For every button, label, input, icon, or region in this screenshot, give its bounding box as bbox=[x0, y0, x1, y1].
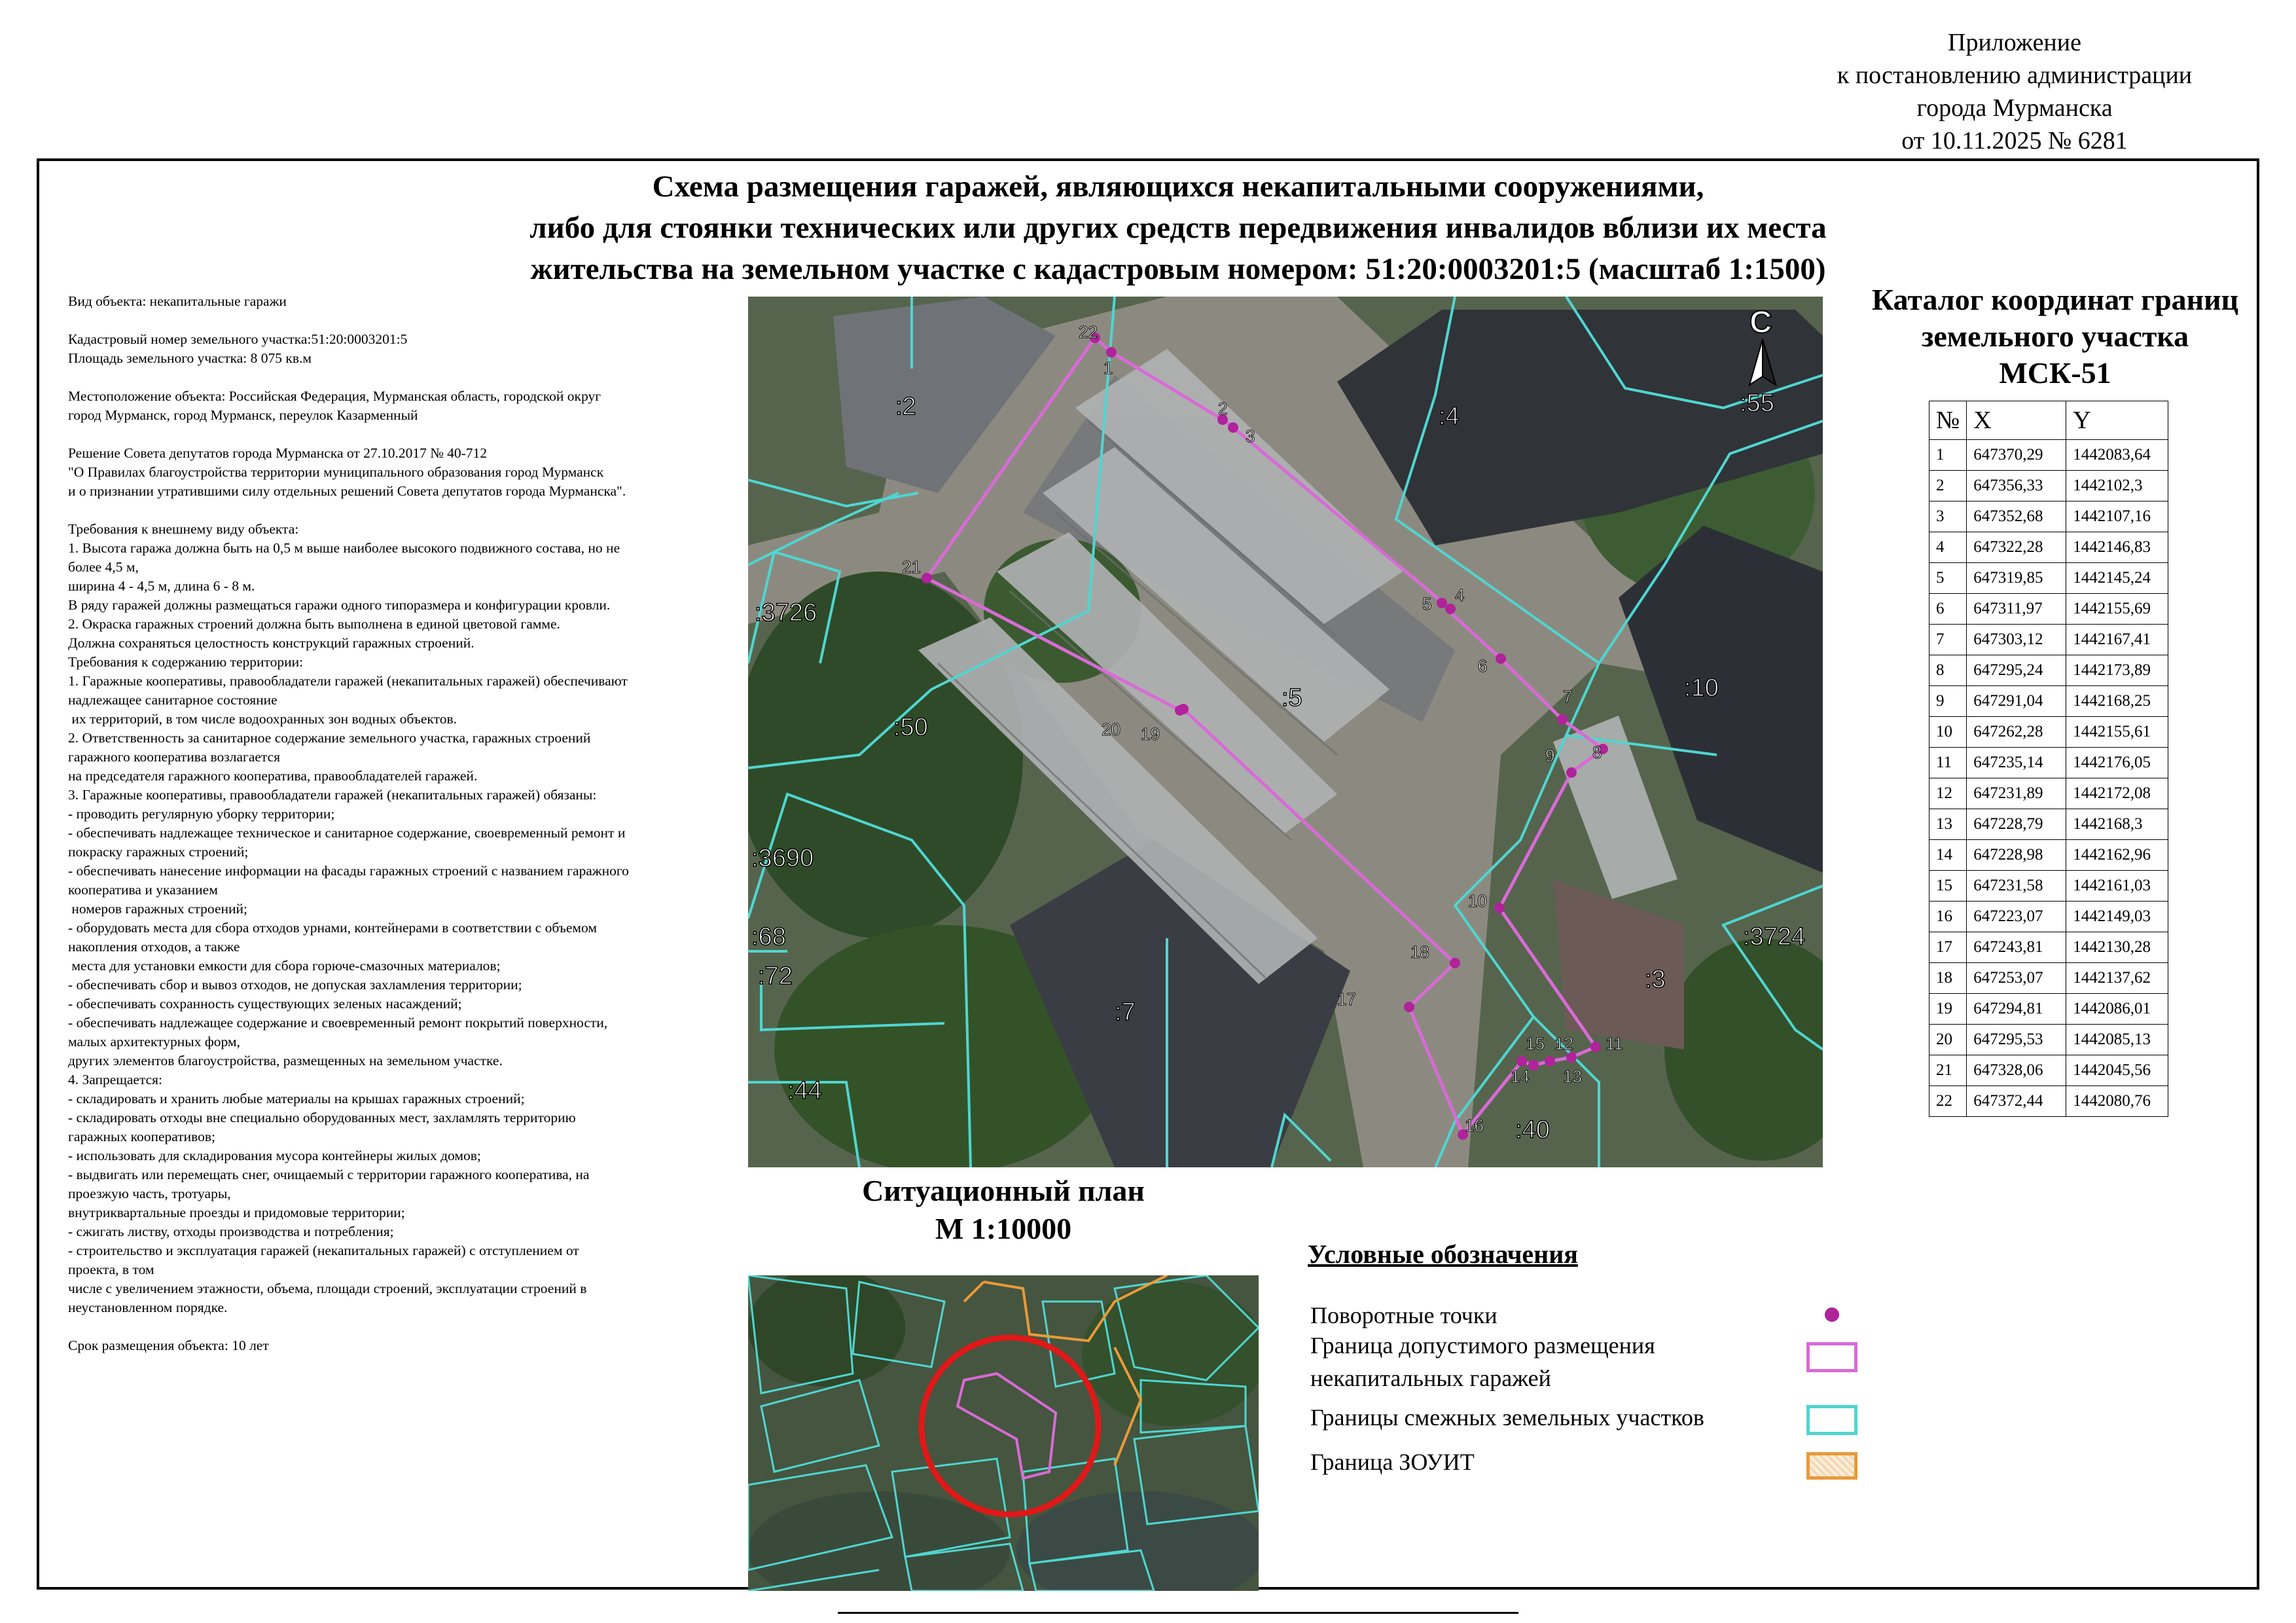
description-line: город Мурманск, город Мурманск, переулок Казарменный bbox=[68, 407, 418, 423]
appendix-line-2: к постановлению администрации bbox=[1837, 62, 2193, 89]
description-line: - обеспечивать надлежащее содержание и своевременный ремонт покрытий поверхности, bbox=[68, 1015, 608, 1030]
x-coordinate-cell: 647231,58 bbox=[1967, 871, 2066, 902]
point-label-12: 12 bbox=[1554, 1034, 1573, 1053]
description-line: "О Правилах благоустройства территории муниципального образования город Мурманск bbox=[68, 464, 604, 480]
y-coordinate-cell: 1442137,62 bbox=[2066, 963, 2168, 994]
table-row bbox=[1929, 871, 2168, 902]
point-number-cell: 21 bbox=[1929, 1055, 1967, 1086]
description-line bbox=[68, 368, 729, 387]
description-line: 1. Высота гаража должна быть на 0,5 м выше наиболее высокого подвижного состава, но не bbox=[68, 540, 620, 556]
coordinates-body bbox=[1929, 440, 2168, 1117]
description-line: Требования к внешнему виду объекта: bbox=[68, 521, 299, 537]
y-coordinate-cell: 1442045,56 bbox=[2066, 1055, 2168, 1086]
point-label-6: 6 bbox=[1478, 656, 1488, 676]
parcel-label-50: :50 bbox=[893, 714, 928, 741]
situational-plan-title bbox=[748, 1172, 1259, 1248]
x-coordinate-cell: 647295,53 bbox=[1967, 1025, 2066, 1055]
point-number-cell: 4 bbox=[1929, 532, 1967, 563]
description-line: ширина 4 - 4,5 м, длина 6 - 8 м. bbox=[68, 578, 255, 594]
point-label-21: 21 bbox=[902, 557, 921, 577]
description-line: - обеспечивать нанесение информации на фасады гаражных строений с названием гаражного bbox=[68, 863, 629, 879]
description-line: В ряду гаражей должны размещаться гаражи одного типоразмера и конфигурации кровли. bbox=[68, 597, 611, 613]
point-number-cell: 1 bbox=[1929, 440, 1967, 471]
point-number-cell: 16 bbox=[1929, 902, 1967, 932]
point-label-9: 9 bbox=[1545, 746, 1555, 765]
description-line: Должна сохраняться целостность конструкций гаражных строений. bbox=[68, 635, 475, 651]
description-line: более 4,5 м, bbox=[68, 559, 139, 575]
point-number-cell: 12 bbox=[1929, 778, 1967, 809]
appendix-header bbox=[1785, 26, 2244, 157]
parcel-label-2: :2 bbox=[895, 393, 916, 420]
zouit-boundary-symbol-icon bbox=[1806, 1452, 1857, 1480]
point-label-5: 5 bbox=[1422, 594, 1432, 613]
document-title bbox=[367, 166, 1990, 290]
table-row bbox=[1929, 840, 2168, 871]
description-line bbox=[68, 501, 729, 520]
table-row bbox=[1929, 902, 2168, 932]
title-line-3: жительства на земельном участке с кадастровым номером: 51:20:0003201:5 (масштаб 1:1500) bbox=[530, 252, 1826, 286]
point-number-cell: 20 bbox=[1929, 1025, 1967, 1055]
description-line: 3. Гаражные кооперативы, правообладатели гаражей (некапитальных гаражей) обязаны: bbox=[68, 787, 597, 803]
description-line: - проводить регулярную уборку территории; bbox=[68, 806, 335, 822]
y-coordinate-cell: 1442161,03 bbox=[2066, 871, 2168, 902]
point-number-cell: 13 bbox=[1929, 809, 1967, 840]
x-coordinate-cell: 647291,04 bbox=[1967, 686, 2066, 717]
appendix-line-4: от 10.11.2025 № 6281 bbox=[1901, 127, 2128, 155]
description-line: Срок размещения объекта: 10 лет bbox=[68, 1338, 269, 1353]
situational-title-line-1: Ситуационный план bbox=[862, 1174, 1145, 1207]
description-line: 1. Гаражные кооперативы, правообладатели гаражей (некапитальных гаражей) обеспечивают bbox=[68, 673, 628, 689]
legend-zouit-label: Граница ЗОУИТ bbox=[1310, 1449, 1475, 1475]
description-line: кооператива и указанием bbox=[68, 882, 218, 898]
x-coordinate-cell: 647223,07 bbox=[1967, 902, 2066, 932]
point-number-cell: 18 bbox=[1929, 963, 1967, 994]
y-coordinate-cell: 1442155,61 bbox=[2066, 717, 2168, 748]
point-label-3: 3 bbox=[1246, 426, 1255, 446]
y-coordinate-cell: 1442168,3 bbox=[2066, 809, 2168, 840]
object-description bbox=[68, 292, 729, 1355]
bottom-rule bbox=[838, 1612, 1518, 1614]
point-label-11: 11 bbox=[1605, 1034, 1623, 1053]
description-line: - обеспечивать сохранность существующих зеленых насаждений; bbox=[68, 996, 462, 1012]
table-row bbox=[1929, 717, 2168, 748]
description-line: гаражного кооператива возлагается bbox=[68, 749, 281, 765]
description-line: - складировать отходы вне специально оборудованных мест, захламлять территорию bbox=[68, 1110, 576, 1125]
parcel-label-72: :72 bbox=[758, 962, 793, 990]
parcel-label-40: :40 bbox=[1515, 1116, 1550, 1144]
header-y: Y bbox=[2066, 401, 2168, 440]
point-label-20: 20 bbox=[1102, 720, 1121, 739]
point-label-15: 15 bbox=[1526, 1034, 1545, 1053]
point-number-cell: 6 bbox=[1929, 594, 1967, 625]
y-coordinate-cell: 1442149,03 bbox=[2066, 902, 2168, 932]
parcel-label-3724: :3724 bbox=[1743, 923, 1806, 951]
y-coordinate-cell: 1442083,64 bbox=[2066, 440, 2168, 471]
description-line: - использовать для складирования мусора контейнеры жилых домов; bbox=[68, 1148, 481, 1163]
x-coordinate-cell: 647295,24 bbox=[1967, 655, 2066, 686]
catalog-title-line-1: Каталог координат границ bbox=[1871, 283, 2239, 316]
y-coordinate-cell: 1442085,13 bbox=[2066, 1025, 2168, 1055]
description-line: Решение Совета депутатов города Мурманска от 27.10.2017 № 40-712 bbox=[68, 445, 488, 461]
description-line: проезжую часть, тротуары, bbox=[68, 1186, 231, 1201]
description-line bbox=[68, 311, 729, 330]
adjacent-boundary-symbol-icon bbox=[1806, 1405, 1857, 1435]
description-line bbox=[68, 425, 729, 444]
description-line: других элементов благоустройства, размещенных на земельном участке. bbox=[68, 1053, 503, 1068]
description-line: Площадь земельного участка: 8 075 кв.м bbox=[68, 350, 312, 366]
x-coordinate-cell: 647322,28 bbox=[1967, 532, 2066, 563]
y-coordinate-cell: 1442173,89 bbox=[2066, 655, 2168, 686]
y-coordinate-cell: 1442162,96 bbox=[2066, 840, 2168, 871]
main-map bbox=[748, 297, 1823, 1167]
description-line: покраску гаражных строений; bbox=[68, 844, 249, 860]
description-line: - складировать и хранить любые материалы на крышах гаражных строений; bbox=[68, 1091, 525, 1106]
description-line: неустановленном порядке. bbox=[68, 1300, 228, 1315]
description-line: их территорий, в том числе водоохранных зон водных объектов. bbox=[68, 711, 457, 727]
description-line: - сжигать листву, отходы производства и потребления; bbox=[68, 1224, 394, 1239]
parcel-label-7: :7 bbox=[1115, 998, 1136, 1026]
description-line: - строительство и эксплуатация гаражей (некапитальных гаражей) с отступлением от bbox=[68, 1243, 579, 1258]
point-label-1: 1 bbox=[1103, 358, 1113, 378]
point-label-16: 16 bbox=[1465, 1116, 1484, 1135]
x-coordinate-cell: 647228,98 bbox=[1967, 840, 2066, 871]
appendix-line-1: Приложение bbox=[1948, 29, 2081, 56]
description-line: Вид объекта: некапитальные гаражи bbox=[68, 293, 287, 309]
x-coordinate-cell: 647262,28 bbox=[1967, 717, 2066, 748]
table-row bbox=[1929, 748, 2168, 778]
table-row bbox=[1929, 501, 2168, 532]
y-coordinate-cell: 1442176,05 bbox=[2066, 748, 2168, 778]
y-coordinate-cell: 1442167,41 bbox=[2066, 625, 2168, 655]
point-label-18: 18 bbox=[1410, 942, 1429, 962]
table-row bbox=[1929, 1025, 2168, 1055]
y-coordinate-cell: 1442146,83 bbox=[2066, 532, 2168, 563]
y-coordinate-cell: 1442155,69 bbox=[2066, 594, 2168, 625]
point-label-2: 2 bbox=[1218, 399, 1228, 418]
x-coordinate-cell: 647231,89 bbox=[1967, 778, 2066, 809]
table-row bbox=[1929, 625, 2168, 655]
x-coordinate-cell: 647370,29 bbox=[1967, 440, 2066, 471]
situational-title-line-2: М 1:10000 bbox=[935, 1212, 1072, 1245]
catalog-title-line-3: МСК-51 bbox=[1999, 356, 2111, 390]
legend-title: Условные обозначения bbox=[1308, 1239, 1578, 1269]
x-coordinate-cell: 647356,33 bbox=[1967, 471, 2066, 501]
description-line: 2. Окраска гаражных строений должна быть выполнена в единой цветовой гамме. bbox=[68, 616, 560, 632]
y-coordinate-cell: 1442130,28 bbox=[2066, 932, 2168, 963]
description-line: Кадастровый номер земельного участка:51:20:0003201:5 bbox=[68, 331, 408, 347]
y-coordinate-cell: 1442080,76 bbox=[2066, 1086, 2168, 1117]
description-line: - оборудовать места для сбора отходов урнами, контейнерами в соответствии с объемом bbox=[68, 920, 597, 936]
point-label-10: 10 bbox=[1468, 891, 1487, 911]
y-coordinate-cell: 1442145,24 bbox=[2066, 563, 2168, 594]
description-line: числе с увеличением этажности, объема, площади строений, эксплуатации строений в bbox=[68, 1281, 587, 1296]
x-coordinate-cell: 647303,12 bbox=[1967, 625, 2066, 655]
description-line: малых архитектурных форм, bbox=[68, 1034, 240, 1049]
header-x: X bbox=[1967, 401, 2066, 440]
description-line: и о признании утратившими силу отдельных решений Совета депутатов города Мурманска". bbox=[68, 483, 626, 499]
description-line: - обеспечивать сбор и вывоз отходов, не допуская захламления территории; bbox=[68, 977, 522, 993]
table-row bbox=[1929, 471, 2168, 501]
point-number-cell: 14 bbox=[1929, 840, 1967, 871]
table-row bbox=[1929, 686, 2168, 717]
catalog-title-line-2: земельного участка bbox=[1921, 319, 2189, 353]
coordinates-table bbox=[1929, 401, 2168, 1117]
description-line: 2. Ответственность за санитарное содержание земельного участка, гаражных строений bbox=[68, 730, 591, 746]
description-line: Местоположение объекта: Российская Федерация, Мурманская область, городской округ bbox=[68, 388, 601, 404]
table-row bbox=[1929, 809, 2168, 840]
table-row bbox=[1929, 994, 2168, 1025]
x-coordinate-cell: 647311,97 bbox=[1967, 594, 2066, 625]
y-coordinate-cell: 1442102,3 bbox=[2066, 471, 2168, 501]
x-coordinate-cell: 647372,44 bbox=[1967, 1086, 2066, 1117]
description-line: места для установки емкости для сбора горюче-смазочных материалов; bbox=[68, 958, 501, 974]
x-coordinate-cell: 647328,06 bbox=[1967, 1055, 2066, 1086]
point-label-19: 19 bbox=[1141, 724, 1160, 744]
main-map-canvas bbox=[748, 297, 1823, 1167]
parcel-label-68: :68 bbox=[751, 923, 786, 951]
table-row bbox=[1929, 655, 2168, 686]
point-number-cell: 9 bbox=[1929, 686, 1967, 717]
description-line: на председателя гаражного кооператива, правообладателей гаражей. bbox=[68, 768, 478, 784]
point-number-cell: 2 bbox=[1929, 471, 1967, 501]
parcel-label-55: :55 bbox=[1740, 390, 1774, 417]
x-coordinate-cell: 647319,85 bbox=[1967, 563, 2066, 594]
y-coordinate-cell: 1442168,25 bbox=[2066, 686, 2168, 717]
description-line: надлежащее санитарное состояние bbox=[68, 692, 278, 708]
legend-turning-points-label: Поворотные точки bbox=[1310, 1302, 1498, 1328]
table-row bbox=[1929, 594, 2168, 625]
description-line: накопления отходов, а также bbox=[68, 939, 240, 955]
description-line: проекта, в том bbox=[68, 1262, 154, 1277]
point-label-8: 8 bbox=[1592, 742, 1602, 762]
x-coordinate-cell: 647294,81 bbox=[1967, 994, 2066, 1025]
description-line: Требования к содержанию территории: bbox=[68, 654, 304, 670]
table-row bbox=[1929, 563, 2168, 594]
situational-map-canvas bbox=[748, 1275, 1259, 1591]
point-label-4: 4 bbox=[1455, 585, 1465, 605]
parcel-label-3690: :3690 bbox=[751, 845, 814, 872]
point-number-cell: 11 bbox=[1929, 748, 1967, 778]
point-number-cell: 5 bbox=[1929, 563, 1967, 594]
legend-boundary-label-2: некапитальных гаражей bbox=[1310, 1365, 1551, 1391]
description-line: внутриквартальные проезды и придомовые территории; bbox=[68, 1205, 405, 1220]
coordinates-header-row bbox=[1929, 401, 2168, 440]
appendix-line-3: города Мурманска bbox=[1916, 94, 2113, 122]
x-coordinate-cell: 647243,81 bbox=[1967, 932, 2066, 963]
point-number-cell: 22 bbox=[1929, 1086, 1967, 1117]
parcel-label-3: :3 bbox=[1645, 966, 1666, 993]
table-row bbox=[1929, 440, 2168, 471]
table-row bbox=[1929, 1086, 2168, 1117]
point-number-cell: 10 bbox=[1929, 717, 1967, 748]
table-row bbox=[1929, 932, 2168, 963]
situational-map bbox=[748, 1275, 1259, 1591]
x-coordinate-cell: 647228,79 bbox=[1967, 809, 2066, 840]
point-label-17: 17 bbox=[1337, 989, 1356, 1009]
parcel-label-4: :4 bbox=[1439, 403, 1460, 430]
description-line: - выдвигать или перемещать снег, очищаемый с территории гаражного кооператива, на bbox=[68, 1167, 590, 1182]
point-number-cell: 17 bbox=[1929, 932, 1967, 963]
title-line-1: Схема размещения гаражей, являющихся некапитальными сооружениями, bbox=[652, 170, 1704, 204]
table-row bbox=[1929, 532, 2168, 563]
description-line: гаражных кооперативов; bbox=[68, 1129, 216, 1144]
turning-point-symbol-icon bbox=[1825, 1307, 1839, 1322]
parcel-label-10: :10 bbox=[1684, 674, 1719, 702]
catalog-title bbox=[1833, 282, 2278, 392]
point-number-cell: 15 bbox=[1929, 871, 1967, 902]
description-line: - обеспечивать надлежащее техническое и санитарное содержание, своевременный ремонт и bbox=[68, 825, 626, 841]
legend-boundary-label-1: Граница допустимого размещения bbox=[1310, 1332, 1655, 1359]
point-number-cell: 19 bbox=[1929, 994, 1967, 1025]
parcel-label-44: :44 bbox=[787, 1077, 822, 1104]
x-coordinate-cell: 647352,68 bbox=[1967, 501, 2066, 532]
title-line-2: либо для стоянки технических или других средств передвижения инвалидов вблизи их места bbox=[529, 211, 1827, 245]
header-number: № bbox=[1929, 401, 1967, 440]
legend-adjacent-label: Границы смежных земельных участков bbox=[1310, 1404, 1704, 1431]
description-line: 4. Запрещается: bbox=[68, 1072, 163, 1087]
north-letter: С bbox=[1749, 305, 1772, 340]
point-label-13: 13 bbox=[1563, 1067, 1582, 1086]
y-coordinate-cell: 1442086,01 bbox=[2066, 994, 2168, 1025]
table-row bbox=[1929, 1055, 2168, 1086]
parcel-label-3726: :3726 bbox=[755, 599, 817, 627]
parcel-label-5: :5 bbox=[1282, 684, 1302, 712]
point-label-22: 22 bbox=[1079, 322, 1098, 342]
point-label-14: 14 bbox=[1511, 1067, 1530, 1086]
description-line: номеров гаражных строений; bbox=[68, 901, 247, 917]
x-coordinate-cell: 647253,07 bbox=[1967, 963, 2066, 994]
x-coordinate-cell: 647235,14 bbox=[1967, 748, 2066, 778]
point-number-cell: 7 bbox=[1929, 625, 1967, 655]
point-label-7: 7 bbox=[1563, 687, 1573, 706]
point-number-cell: 3 bbox=[1929, 501, 1967, 532]
y-coordinate-cell: 1442172,08 bbox=[2066, 778, 2168, 809]
table-row bbox=[1929, 963, 2168, 994]
point-number-cell: 8 bbox=[1929, 655, 1967, 686]
description-line bbox=[68, 1317, 729, 1336]
table-row bbox=[1929, 778, 2168, 809]
y-coordinate-cell: 1442107,16 bbox=[2066, 501, 2168, 532]
garage-boundary-symbol-icon bbox=[1806, 1342, 1857, 1372]
